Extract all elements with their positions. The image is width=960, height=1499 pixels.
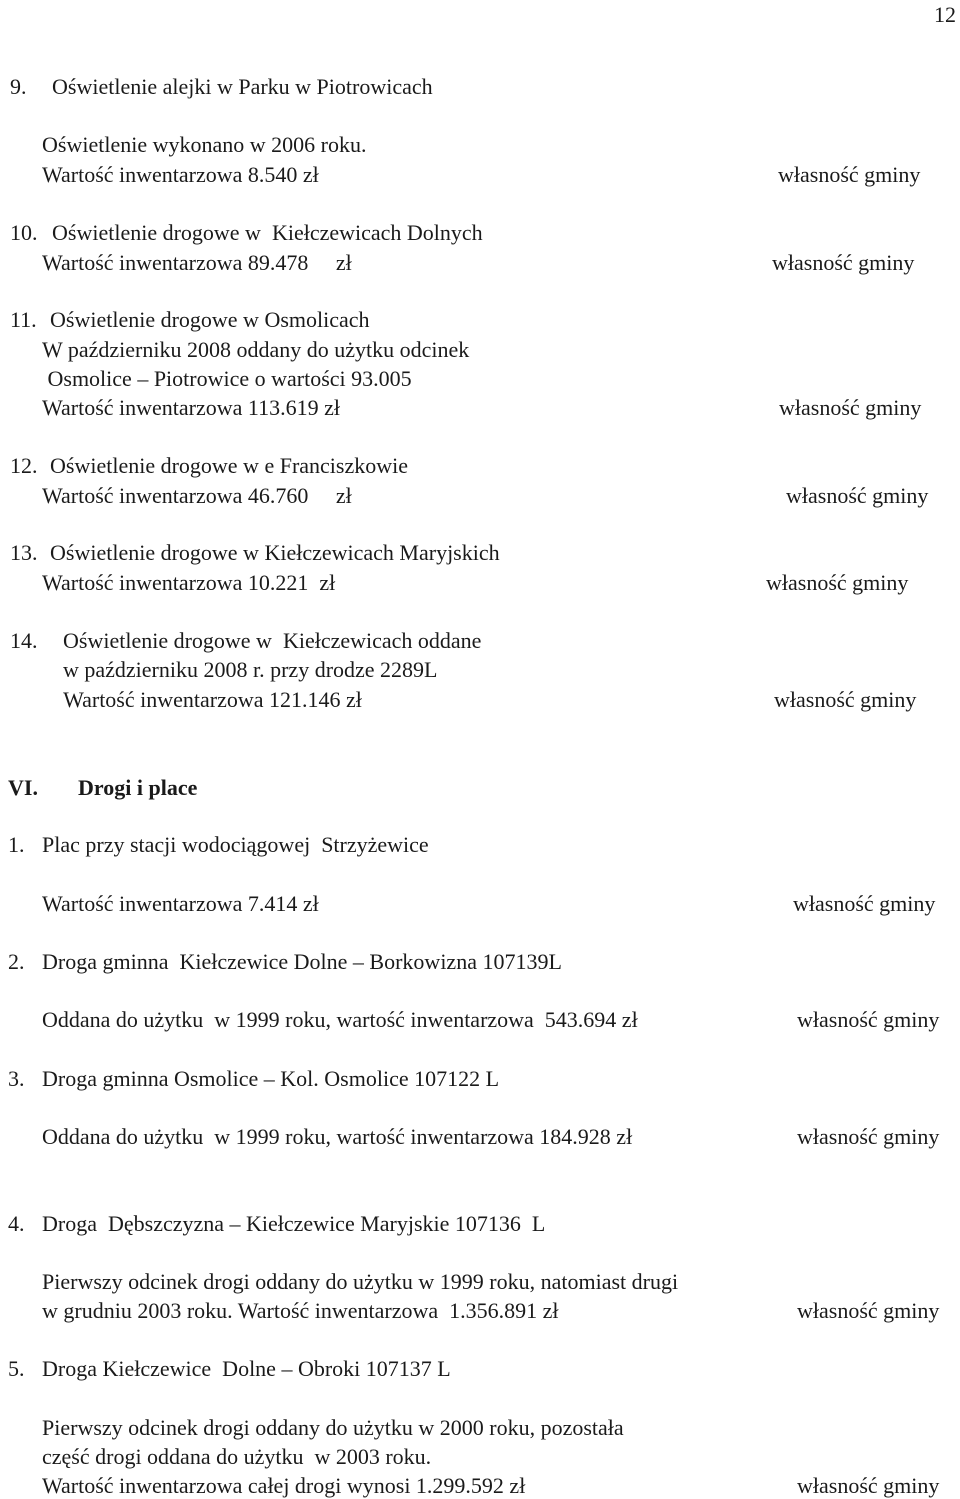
item-line: Pierwszy odcinek drogi oddany do użytku w 1999 roku, natomiast drugi	[42, 1269, 679, 1294]
ownership: własność gminy	[779, 395, 922, 420]
item-number: 14.	[10, 628, 38, 653]
item-line: W październiku 2008 oddany do użytku odcinek	[42, 337, 470, 362]
item-number: 2.	[8, 949, 25, 974]
item-line: w październiku 2008 r. przy drodze 2289L	[63, 657, 438, 682]
item-line: Osmolice – Piotrowice o wartości 93.005	[42, 366, 412, 391]
item-value: Wartość inwentarzowa 10.221 zł	[42, 570, 336, 595]
item-value: Wartość inwentarzowa 7.414 zł	[42, 891, 319, 916]
item-number: 12.	[10, 453, 38, 478]
item-title: Oświetlenie drogowe w e Franciszkowie	[50, 453, 409, 478]
section-title: Drogi i place	[78, 775, 198, 800]
item-value: Wartość inwentarzowa 89.478 zł	[42, 250, 352, 275]
item-number: 9.	[10, 74, 27, 99]
ownership: własność gminy	[797, 1298, 940, 1323]
item-title: Oświetlenie drogowe w Kiełczewicach Dolnych	[52, 220, 483, 245]
ownership: własność gminy	[797, 1124, 940, 1149]
item-title: Droga Dębszczyzna – Kiełczewice Maryjskie 107136 L	[42, 1211, 546, 1236]
item-value: Wartość inwentarzowa 113.619 zł	[42, 395, 340, 420]
item-number: 13.	[10, 540, 38, 565]
item-value: Oddana do użytku w 1999 roku, wartość inwentarzowa 184.928 zł	[42, 1124, 633, 1149]
ownership: własność gminy	[772, 250, 915, 275]
item-title: Droga gminna Osmolice – Kol. Osmolice 107122 L	[42, 1066, 500, 1091]
ownership: własność gminy	[774, 687, 917, 712]
item-title: Oświetlenie drogowe w Osmolicach	[50, 307, 370, 332]
item-value: Wartość inwentarzowa 8.540 zł	[42, 162, 319, 187]
item-value: Wartość inwentarzowa 121.146 zł	[58, 687, 362, 712]
item-title: Droga gminna Kiełczewice Dolne – Borkowizna 107139L	[42, 949, 562, 974]
ownership: własność gminy	[793, 891, 936, 916]
item-title: Oświetlenie drogowe w Kiełczewicach oddane	[63, 628, 482, 653]
ownership: własność gminy	[797, 1473, 940, 1498]
item-title: Plac przy stacji wodociągowej Strzyżewice	[42, 832, 429, 857]
item-value: Wartość inwentarzowa całej drogi wynosi 1.299.592 zł	[42, 1473, 526, 1498]
item-number: 1.	[8, 832, 25, 857]
ownership: własność gminy	[786, 483, 929, 508]
item-number: 4.	[8, 1211, 25, 1236]
item-number: 3.	[8, 1066, 25, 1091]
item-line: Pierwszy odcinek drogi oddany do użytku w 2000 roku, pozostała	[42, 1415, 624, 1440]
ownership: własność gminy	[797, 1007, 940, 1032]
item-number: 5.	[8, 1356, 25, 1381]
ownership: własność gminy	[778, 162, 921, 187]
ownership: własność gminy	[766, 570, 909, 595]
section-number: VI.	[8, 775, 38, 800]
item-value: w grudniu 2003 roku. Wartość inwentarzowa 1.356.891 zł	[42, 1298, 559, 1323]
page-number: 12	[934, 2, 956, 27]
item-line: Oświetlenie wykonano w 2006 roku.	[42, 132, 367, 157]
item-title: Oświetlenie drogowe w Kiełczewicach Maryjskich	[50, 540, 500, 565]
item-number: 10.	[10, 220, 38, 245]
item-value: Wartość inwentarzowa 46.760 zł	[42, 483, 352, 508]
item-title: Droga Kiełczewice Dolne – Obroki 107137 L	[42, 1356, 451, 1381]
item-line: część drogi oddana do użytku w 2003 roku.	[42, 1444, 432, 1469]
item-title: Oświetlenie alejki w Parku w Piotrowicach	[52, 74, 433, 99]
item-number: 11.	[10, 307, 37, 332]
item-value: Oddana do użytku w 1999 roku, wartość inwentarzowa 543.694 zł	[42, 1007, 638, 1032]
